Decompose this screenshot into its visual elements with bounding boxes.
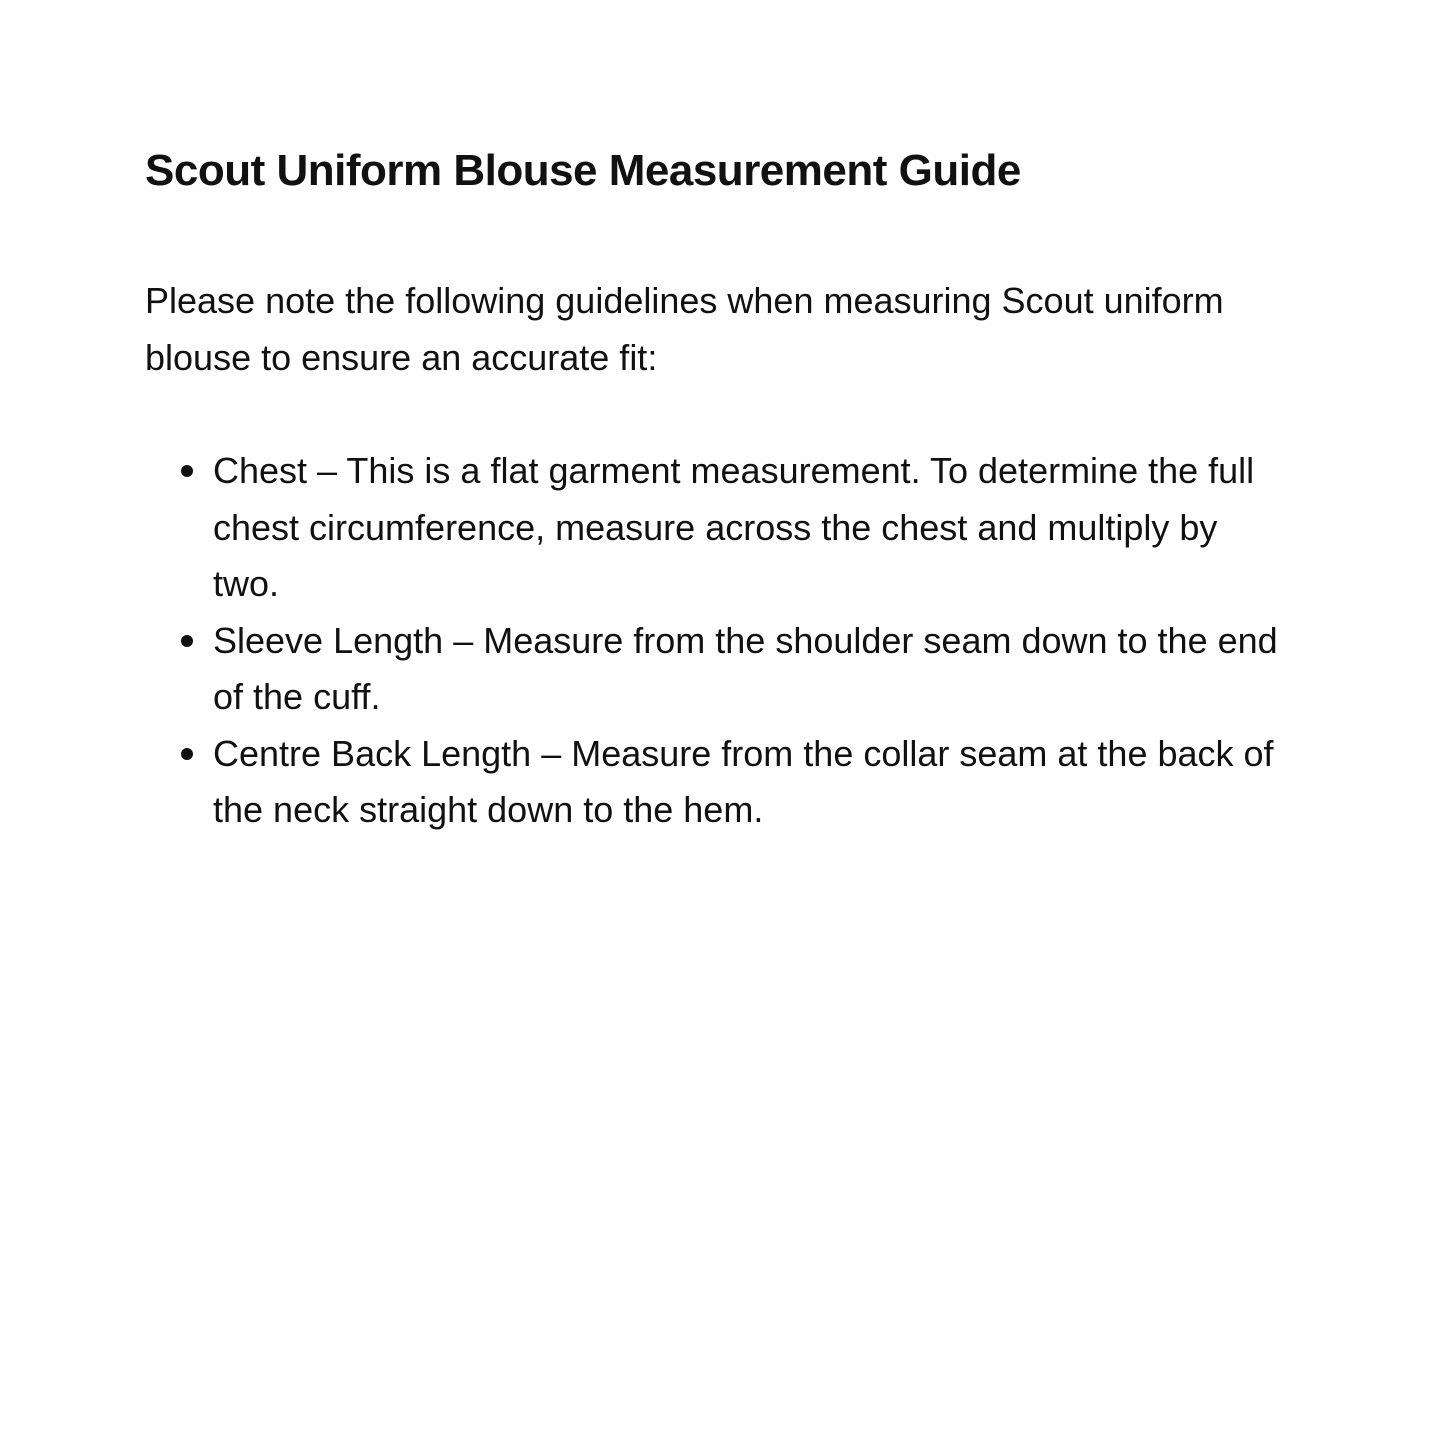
list-item-sleeve-length <box>213 613 1288 726</box>
bullet-icon <box>181 465 193 477</box>
list-item-centre-back-length <box>213 726 1288 839</box>
intro-paragraph: Please note the following guidelines when measuring Scout uniform blouse to ensure an accurate fit: <box>145 280 1224 378</box>
measurement-guide <box>145 140 1305 839</box>
page-title: Scout Uniform Blouse Measurement Guide <box>145 146 1021 195</box>
bullet-icon <box>181 748 193 760</box>
bullet-icon <box>181 635 193 647</box>
list-item-text: Sleeve Length – Measure from the shoulder seam down to the end of the cuff. <box>213 619 1278 717</box>
list-item-text: Centre Back Length – Measure from the collar seam at the back of the neck straight down to the hem. <box>213 732 1274 830</box>
guideline-list <box>145 443 1305 839</box>
list-item-chest <box>213 443 1288 613</box>
list-item-text: Chest – This is a flat garment measurement. To determine the full chest circumference, measure across the chest and multiply by two. <box>213 450 1255 604</box>
